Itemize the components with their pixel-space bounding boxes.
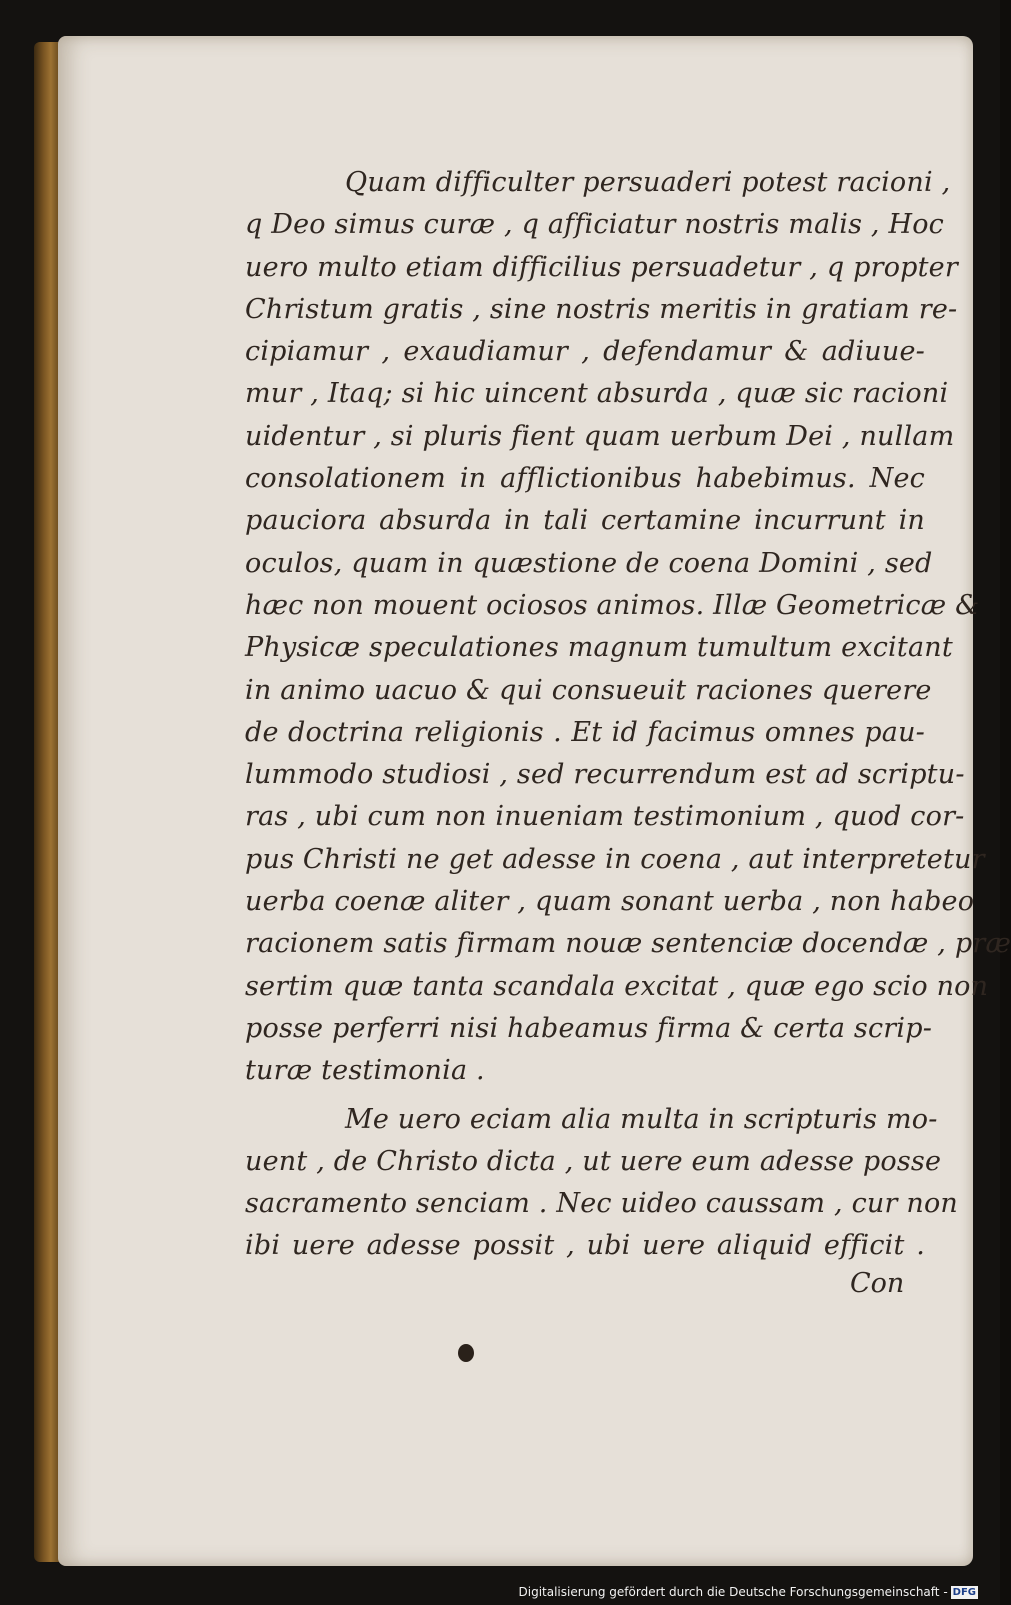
text-line: Christum gratis , sine nostris meritis in gratiam re- — [245, 293, 958, 325]
text-line: consolationem in afflictionibus habebimus. Nec — [245, 463, 925, 495]
text-line: mur , Itaq; si hic uincent absurda , quæ sic racioni — [245, 378, 949, 410]
text-line: uidentur , si pluris fient quam uerbum Dei , nullam — [245, 420, 955, 452]
text-line: ibi uere adesse possit , ubi uere aliquid efficit . — [245, 1230, 925, 1262]
ink-spot — [458, 1344, 474, 1362]
dfg-logo-icon: DFG — [952, 1586, 976, 1598]
catchword: Con — [850, 1268, 905, 1299]
body-text — [245, 162, 1011, 1268]
text-line: lummodo studiosi , sed recurrendum est ad scriptu- — [245, 759, 965, 791]
text-line: turæ testimonia . — [245, 1055, 485, 1087]
text-line: sertim quæ tanta scandala excitat , quæ ego scio non — [245, 970, 989, 1002]
text-line: posse perferri nisi habeamus firma & certa scrip- — [245, 1012, 933, 1044]
text-line: ras , ubi cum non inueniam testimonium , quod cor- — [245, 801, 965, 833]
digitization-credit — [519, 1585, 979, 1599]
text-line: racionem satis firmam nouæ sentenciæ docendæ , præ — [245, 928, 1011, 960]
text-line: uero multo etiam difficilius persuadetur , q propter — [245, 251, 958, 283]
text-line: uerba coenæ aliter , quam sonant uerba , non habeo — [245, 886, 975, 918]
text-line: oculos, quam in quæstione de coena Domini , sed — [245, 547, 933, 579]
text-line: pauciora absurda in tali certamine incurrunt in — [245, 505, 925, 537]
text-line: Me uero eciam alia multa in scripturis mo- — [345, 1103, 938, 1135]
text-line: Physicæ speculationes magnum tumultum excitant — [245, 632, 953, 664]
text-line: Quam difficulter persuaderi potest racioni , — [345, 167, 951, 198]
text-line: de doctrina religionis . Et id facimus omnes pau- — [245, 716, 925, 748]
text-line: pus Christi ne get adesse in coena , aut interpretetur — [245, 843, 985, 875]
text-line: uent , de Christo dicta , ut uere eum adesse posse — [245, 1145, 942, 1177]
text-line: hæc non mouent ociosos animos. Illæ Geometricæ & — [245, 589, 980, 621]
text-line: cipiamur , exaudiamur , defendamur & adiuue- — [245, 336, 925, 368]
text-line: sacramento senciam . Nec uideo caussam , cur non — [245, 1188, 958, 1220]
text-line: q Deo simus curæ , q afficiatur nostris malis , Hoc — [245, 209, 944, 241]
credit-text: Digitalisierung gefördert durch die Deutsche Forschungsgemeinschaft - — [518, 1585, 948, 1599]
text-line: in animo uacuo & qui consueuit raciones querere — [245, 674, 932, 706]
